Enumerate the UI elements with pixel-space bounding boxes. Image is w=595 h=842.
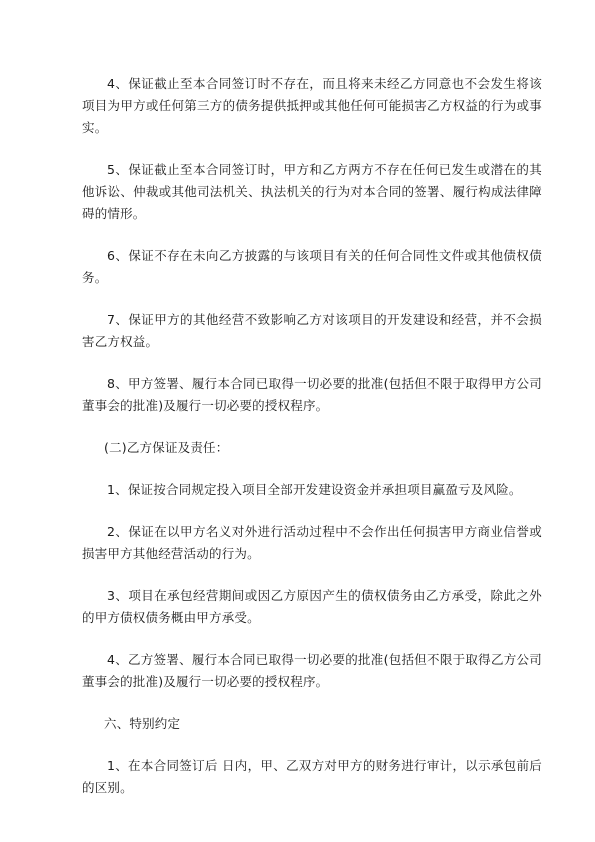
clause-special-1-audit: 1、在本合同签订后 日内，甲、乙双方对甲方的财务进行审计，以示承包前后的区别。: [82, 758, 542, 795]
section-heading-special-terms: 六、特别约定: [104, 716, 181, 731]
clause-b3-debts: 3、项目在承包经营期间或因乙方原因产生的债权债务由乙方承受，除此之外的甲方债权债务概由甲方承受。: [82, 588, 542, 625]
clause-a7-no-interference: 7、保证甲方的其他经营不致影响乙方对该项目的开发建设和经营，并不会损害乙方权益。: [82, 312, 542, 349]
clause-b1-investment: 1、保证按合同规定投入项目全部开发建设资金并承担项目赢盈亏及风险。: [107, 482, 522, 497]
document-body: [82, 73, 542, 819]
clause-b4-party-b-approvals: 4、乙方签署、履行本合同已取得一切必要的批准(包括但不限于取得乙方公司董事会的批准)及履行一切必要的授权程序。: [82, 652, 542, 689]
section-heading-party-b-guarantees: (二)乙方保证及责任：: [104, 440, 229, 455]
clause-a4-no-encumbrance: 4、保证截止至本合同签订时不存在，而且将来未经乙方同意也不会发生将该项目为甲方或任何第三方的债务提供抵押或其他任何可能损害乙方权益的行为或事实。: [82, 76, 542, 135]
clause-b2-no-reputation-damage: 2、保证在以甲方名义对外进行活动过程中不会作出任何损害甲方商业信誉或损害甲方其他经营活动的行为。: [82, 524, 542, 561]
clause-a8-party-a-approvals: 8、甲方签署、履行本合同已取得一切必要的批准(包括但不限于取得甲方公司董事会的批准)及履行一切必要的授权程序。: [82, 376, 542, 413]
clause-a6-no-undisclosed-debts: 6、保证不存在未向乙方披露的与该项目有关的任何合同性文件或其他债权债务。: [82, 248, 542, 285]
clause-a5-no-litigation: 5、保证截止至本合同签订时，甲方和乙方两方不存在任何已发生或潜在的其他诉讼、仲裁或其他司法机关、执法机关的行为对本合同的签署、履行构成法律障碍的情形。: [82, 162, 542, 221]
